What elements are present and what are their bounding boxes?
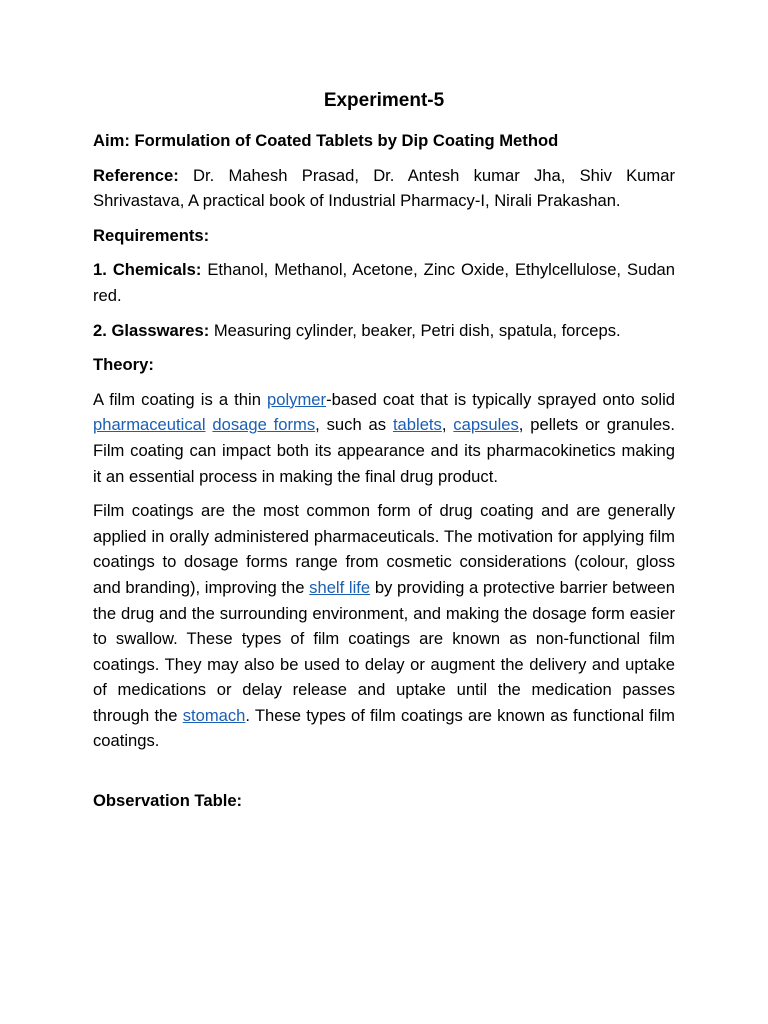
requirements-heading: Requirements:: [93, 225, 210, 245]
chemicals-paragraph: [93, 257, 675, 308]
theory-p1-text-6: , pellets or granules. Film coating can impact both its appearance and its pharmacokinetics making it an essential process in making the final drug product.: [93, 415, 675, 486]
page-title: Experiment-5: [323, 90, 445, 111]
glasswares-label: 2. Glasswares:: [93, 320, 210, 340]
chemicals-label: 1. Chemicals:: [93, 260, 202, 280]
theory-p1-text-4: , such as: [315, 415, 393, 435]
pharmaceutical-link[interactable]: pharmaceutical: [93, 415, 206, 435]
theory-paragraph-1: [93, 387, 675, 489]
glasswares-paragraph: [93, 318, 675, 344]
reference-paragraph: [93, 163, 675, 214]
tablets-link[interactable]: tablets: [392, 415, 442, 435]
theory-heading: Theory:: [93, 355, 154, 375]
dosage-forms-link[interactable]: dosage forms: [212, 415, 316, 435]
observation-table-heading: Observation Table:: [93, 791, 243, 811]
theory-p2-text-2: by providing a protective barrier between the drug and the surrounding environment, and making the dosage form easier to swallow. These types of film coatings are known as non-functional film coatings. They may also be used to delay or augment the delivery and uptake of medications or delay release and uptake until the medication passes through the: [93, 577, 675, 725]
aim-heading: Aim: Formulation of Coated Tablets by Dip Coating Method: [93, 131, 559, 150]
chemicals-text: Ethanol, Methanol, Acetone, Zinc Oxide, Ethylcellulose, Sudan red.: [93, 260, 676, 305]
shelf-life-link[interactable]: shelf life: [309, 577, 371, 597]
reference-label: Reference:: [93, 165, 179, 185]
theory-p1-text-5: ,: [441, 415, 454, 435]
theory-p2-text-3: . These types of film coatings are known as functional film coatings.: [93, 705, 675, 751]
capsules-link[interactable]: capsules: [453, 415, 519, 435]
document-page: [93, 88, 675, 814]
theory-p1-text-1: A film coating is a thin: [93, 389, 268, 409]
theory-p2-text-1: Film coatings are the most common form of drug coating and are generally applied in orally administered pharmaceuticals. The motivation for applying film coatings to dosage forms range from cosmetic considerations (colour, gloss and branding), improving the: [93, 501, 675, 597]
stomach-link[interactable]: stomach: [182, 705, 246, 725]
theory-p1-text-2: -based coat that is typically sprayed onto solid: [326, 389, 675, 409]
reference-text: Dr. Mahesh Prasad, Dr. Antesh kumar Jha, Shiv Kumar Shrivastava, A practical book of Industrial Pharmacy-I, Nirali Prakashan.: [93, 165, 675, 211]
theory-paragraph-2: [93, 498, 675, 754]
glasswares-text: Measuring cylinder, beaker, Petri dish, spatula, forceps.: [209, 320, 621, 340]
polymer-link[interactable]: polymer: [267, 389, 327, 409]
